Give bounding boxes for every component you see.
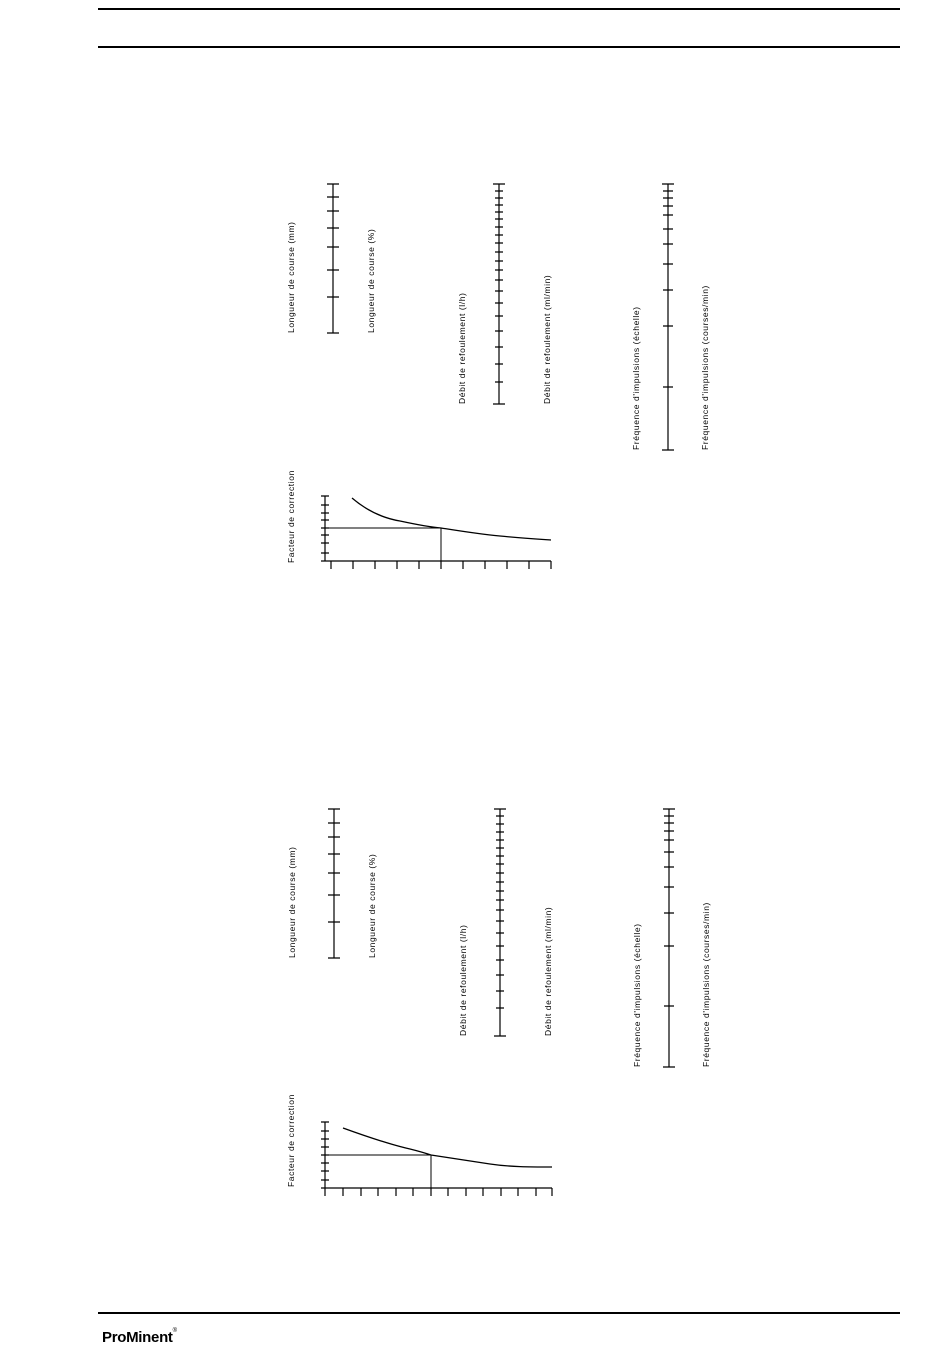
label-correction-factor: Facteur de correction bbox=[286, 1094, 296, 1187]
label-stroke-length-pct: Longueur de course (%) bbox=[366, 228, 376, 333]
label-correction-factor: Facteur de correction bbox=[286, 470, 296, 563]
correction-chart-axes bbox=[321, 496, 551, 569]
scale-pulse-frequency bbox=[663, 809, 675, 1067]
correction-factor-curve bbox=[343, 1128, 552, 1167]
nomogram-figure-2 bbox=[286, 809, 711, 1196]
scale-pulse-frequency bbox=[662, 184, 674, 450]
footer-rule bbox=[98, 1312, 900, 1314]
label-flow-mlmin: Débit de refoulement (ml/min) bbox=[542, 274, 552, 404]
label-freq-scale: Fréquence d'impulsions (échelle) bbox=[632, 923, 642, 1067]
label-flow-lh: Débit de refoulement (l/h) bbox=[457, 292, 467, 404]
label-stroke-length-mm: Longueur de course (mm) bbox=[287, 846, 297, 958]
scale-stroke-length bbox=[328, 809, 340, 958]
label-freq-spm: Fréquence d'impulsions (courses/min) bbox=[701, 902, 711, 1067]
correction-reference-lines bbox=[325, 1155, 431, 1188]
nomogram-figure-1 bbox=[286, 184, 710, 569]
label-stroke-length-pct: Longueur de course (%) bbox=[367, 853, 377, 958]
scale-flow-rate bbox=[493, 184, 505, 404]
scale-flow-rate bbox=[494, 809, 506, 1036]
scale-stroke-length bbox=[327, 184, 339, 333]
correction-reference-lines bbox=[325, 528, 441, 561]
label-freq-scale: Fréquence d'impulsions (échelle) bbox=[631, 306, 641, 450]
label-stroke-length-mm: Longueur de course (mm) bbox=[286, 221, 296, 333]
prominent-logo: ProMinent® bbox=[102, 1328, 177, 1346]
label-flow-mlmin: Débit de refoulement (ml/min) bbox=[543, 906, 553, 1036]
label-flow-lh: Débit de refoulement (l/h) bbox=[458, 924, 468, 1036]
correction-factor-curve bbox=[352, 498, 551, 540]
label-freq-spm: Fréquence d'impulsions (courses/min) bbox=[700, 285, 710, 450]
